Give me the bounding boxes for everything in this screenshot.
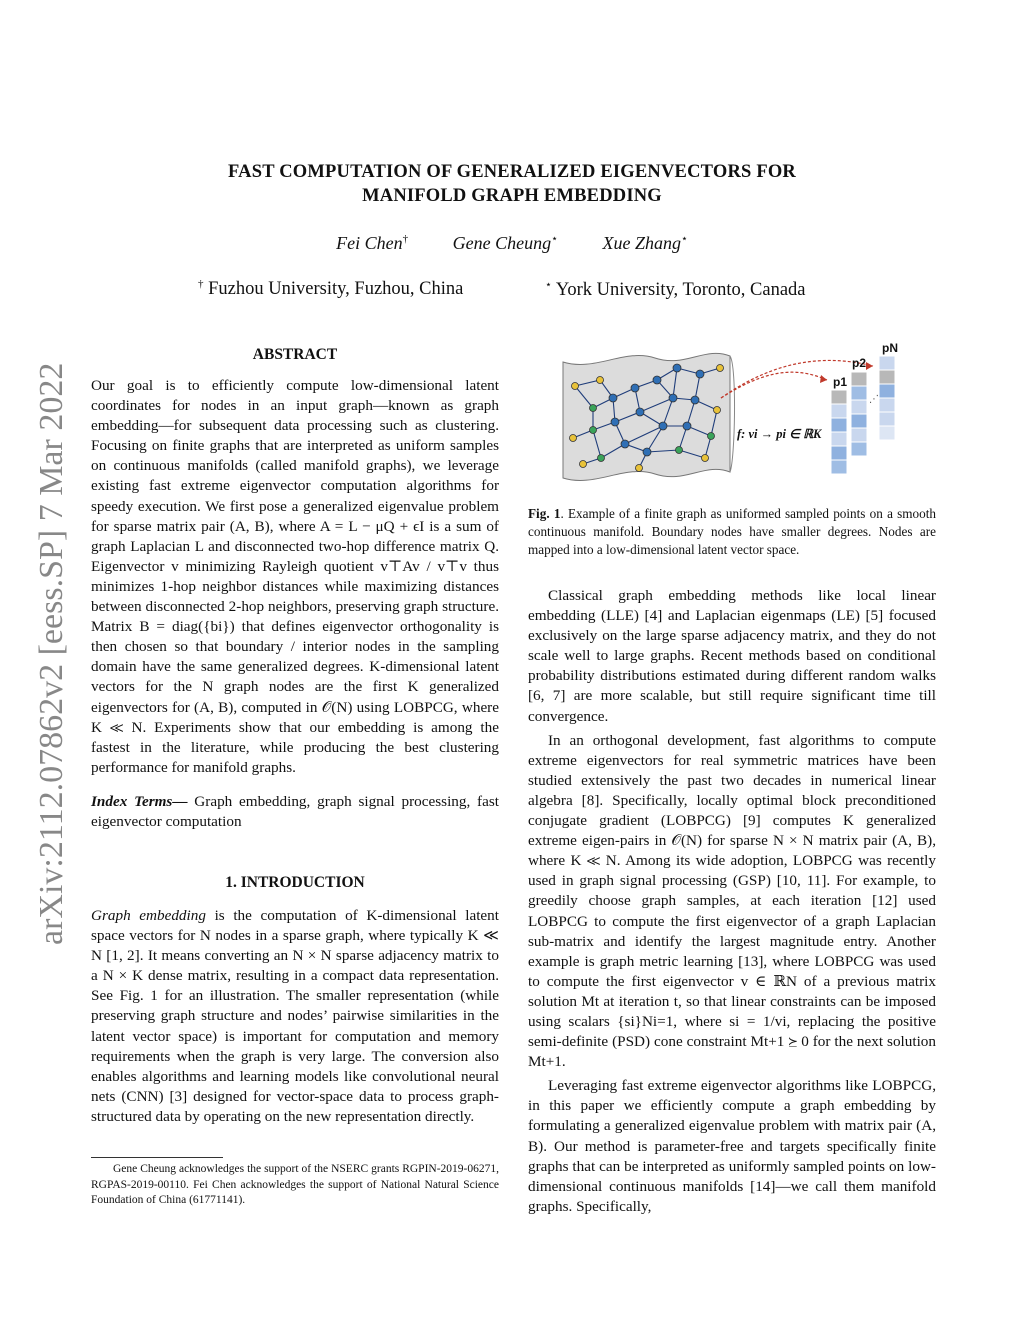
arxiv-stamp-text: arXiv:2112.07862v2 [eess.SP] 7 Mar 2022 [33,362,70,945]
vector-label-p1: p1 [833,375,848,389]
index-terms-label: Index Terms— [91,792,188,810]
manifold-fold [730,356,735,472]
paragraph: Leveraging fast extreme eigenvector algorithms like LOBPCG, in this paper we efficiently compute a graph embedding by formulating a generalized eigenvalue problem with matrix pair (A, B). Our method is parameter-free and targets specifically finite graphs that can be interpreted as uniformly sampled points on low-dimensional continuous manifolds [14]—we call them manifold graphs. Specifically, [528,1077,936,1215]
arxiv-identifier-stamp [14,355,74,955]
latent-vector-p1 [831,390,847,474]
footnote-rule [91,1157,223,1158]
author: Gene Cheung⋆ [452,233,558,253]
arrow-head [866,362,873,370]
author: Xue Zhang⋆ [602,233,688,253]
author: Fei Chen† [336,233,409,253]
paper-title-line-2: MANIFOLD GRAPH EMBEDDING [362,186,662,206]
paragraph: In an orthogonal development, fast algorithms to compute extreme eigenvectors for real symmetric matrices have been studied extensively the past two decades in numerical linear algebra [8]. Specifically, locally optimal block preconditioned conjugate gradient (LOBPCG) [9] computes K generalized extreme eigen-pairs in 𝒪(N) for sparse N × N matrix pair (A, B), where K ≪ N. Among its wide adoption, LOBPCG was recently used in graph signal processing (GSP) [10, 11]. For example, to greedily choose graph samples, at each iteration [12] used LOBPCG to compute the first eigenvector of a graph Laplacian sub-matrix and identify the largest magnitude entry. Another example is graph metric learning [13], where LOBPCG was used to compute the first eigenvector v ∈ ℝN of a previous matrix solution Mt at iteration t, so that linear constraints can be imposed using scalars {si}Ni=1, where si = 1/vi, replacing the positive semi-definite (PSD) cone constraint Mt+1 ⪰ 0 for the next solution Mt+1. [528,731,936,1071]
mapping-label: f: vi → pi ∈ ℝK [737,427,822,441]
paper-title-line-1: FAST COMPUTATION OF GENERALIZED EIGENVECTORS FOR [228,162,796,182]
affiliation: † Fuzhou University, Fuzhou, China [198,278,464,300]
introduction-heading: 1. INTRODUCTION [225,874,365,891]
figure-1-caption: Fig. 1. Example of a finite graph as uniformed sampled points on a smooth continuous manifold. Boundary nodes have smaller degrees. Nodes are mapped into a low-dimensional latent vector space. [528,506,936,557]
latent-vector-pN [879,356,895,440]
author-list [0,232,1024,254]
footnote: Gene Cheung acknowledges the support of the NSERC grants RGPIN-2019-06271, RGPAS-2019-00110. Fei Chen acknowledges the support of National Natural Science Foundation of China (61771141). [91,1163,499,1206]
abstract-text: Our goal is to efficiently compute low-dimensional latent coordinates for nodes in an input graph—known as graph embedding—for subsequent data processing such as clustering. Focusing on finite graphs that are interpreted as uniform samples on continuous manifolds (called manifold graphs), we leverage existing fast extreme eigenvector computation algorithms for speedy execution. We first pose a generalized eigenvalue problem for sparse matrix pair (A, B), where A = L − μQ + ϵI is a sum of graph Laplacian L and disconnected two-hop difference matrix Q. Eigenvector v minimizing Rayleigh quotient v⊤Av / v⊤v thus minimizes 1-hop neighbor distances while maximizing distances between disconnected 2-hop neighbors, preserving graph structure. Matrix B = diag({bi}) that defines eigenvector orthogonality is then chosen so that boundary / interior nodes in the sampling domain have the same generalized degrees. K-dimensional latent vectors for the N graph nodes are the first K generalized eigenvectors for (A, B), computed in 𝒪(N) using LOBPCG, where K ≪ N. Experiments show that our embedding is among the fastest in the literature, while producing the best clustering performance for manifold graphs. [91,377,499,776]
affiliation: ⋆ York University, Toronto, Canada [545,279,806,301]
abstract-body [91,376,499,832]
caption-label: Fig. 1 [528,506,561,521]
ellipsis-icon: ⋰ [869,394,879,405]
right-column-body [528,586,936,1217]
latent-vector-p2 [851,372,867,456]
figure-1-illustration [555,340,935,485]
abstract-heading: ABSTRACT [252,346,338,363]
vector-label-p2: p2 [852,356,867,370]
vector-label-pN: pN [882,341,898,355]
introduction-paragraph: Graph embedding is the computation of K-dimensional latent space vectors for N nodes in a sparse graph, where typically K ≪ N [1, 2]. It means converting an N × N sparse adjacency matrix to a N × K dense matrix, resulting in a compact data representation. See Fig. 1 for an illustration. The smaller representation (while preserving graph structure and nodes’ pairwise similarities in the latent vector space) is important for computation and memory requirements when the graph is very large. The conversion also enables algorithms and learning models like convolutional neural nets (CNN) [3] designed for vector-space data to process graph-structured data by operating on the new representation directly. [91,907,499,1125]
paragraph: Classical graph embedding methods like local linear embedding (LLE) [4] and Laplacian eigenmaps (LE) [5] focused exclusively on the large sparse adjacency matrix, and they do not scale well to large graphs. Recent methods based on conditional probability distributions estimated during different random walks [6, 7] are more scalable, but still require significant time till convergence. [528,587,936,725]
index-terms: Index Terms— Graph embedding, graph signal processing, fast eigenvector computation [91,792,499,830]
introduction-body [91,906,499,1127]
mapping-arrows [721,360,873,398]
